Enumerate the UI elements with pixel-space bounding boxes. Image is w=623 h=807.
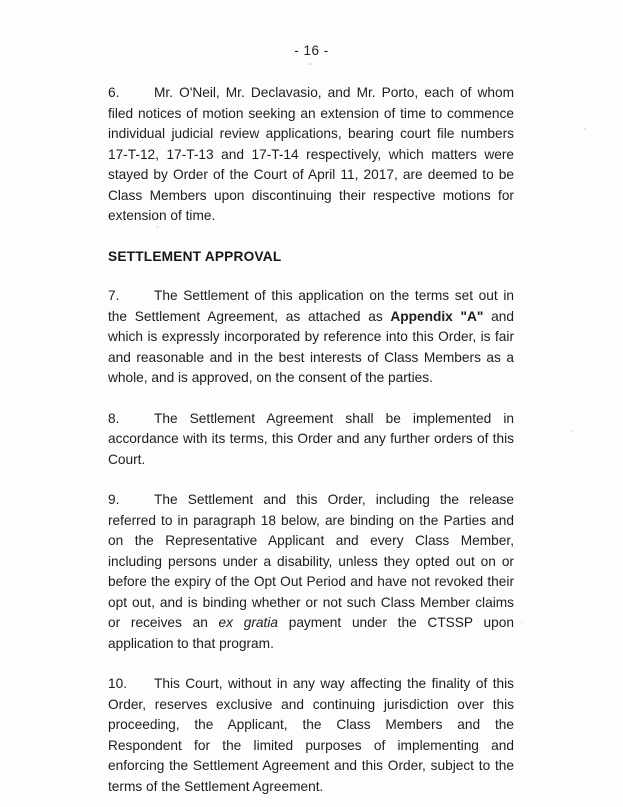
scan-artifact-speck — [584, 128, 586, 130]
paragraph-7-text: The Settlement of this application on the terms set out in the Settlement Agreement, as attached as Appendix "A" and which is expressly incorporated by reference into this Order, is fair and reasonable and in the best interests of Class Members as a whole, and is approved, on the consent of the parties. — [108, 288, 514, 385]
paragraph-6-text: Mr. O'Neil, Mr. Declavasio, and Mr. Porto, each of whom filed notices of motion seeking an extension of time to commence individual judicial review applications, bearing court file numbers 17-T-12, 17-T-13 and 17-T-14 respectively, which matters were stayed by Order of the Court of April 11, 2017, are deemed to be Class Members upon discontinuing their respective motions for extension of time. — [108, 85, 514, 223]
paragraph-10 — [108, 674, 514, 797]
paragraph-10-number: 10. — [108, 676, 128, 691]
scan-artifact-speck — [156, 226, 159, 228]
paragraph-7 — [108, 286, 514, 389]
paragraph-6-number: 6. — [108, 85, 120, 100]
section-heading-settlement-approval: SETTLEMENT APPROVAL — [108, 248, 282, 264]
scan-artifact-speck — [309, 63, 312, 65]
paragraph-8 — [108, 409, 514, 471]
document-body — [108, 83, 514, 797]
paragraph-9-text: The Settlement and this Order, including the release referred to in paragraph 18 below, are binding on the Parties and on the Representative Applicant and every Class Member, including persons under a disability, unless they opted out on or before the expiry of the Opt Out Period and have not revoked their opt out, and is binding whether or not such Class Member claims or receives an ex gratia payment under the CTSSP upon application to that program. — [108, 492, 514, 651]
paragraph-8-text: The Settlement Agreement shall be implemented in accordance with its terms, this Order and any further orders of this Court. — [108, 410, 514, 467]
paragraph-9 — [108, 490, 514, 654]
paragraph-10-text: This Court, without in any way affecting the finality of this Order, reserves exclusive and continuing jurisdiction over this proceeding, the Applicant, the Class Members and the Respondent for the limited purposes of implementing and enforcing the Settlement Agreement and this Order, subject to the terms of the Settlement Agreement. — [108, 676, 514, 794]
paragraph-6 — [108, 83, 514, 227]
scan-artifact-speck — [571, 430, 573, 432]
page-number: - 16 - — [294, 43, 329, 58]
scan-artifact-speck — [521, 621, 523, 623]
paragraph-9-number: 9. — [108, 492, 120, 507]
paragraph-8-number: 8. — [108, 410, 120, 426]
paragraph-7-number: 7. — [108, 288, 120, 303]
